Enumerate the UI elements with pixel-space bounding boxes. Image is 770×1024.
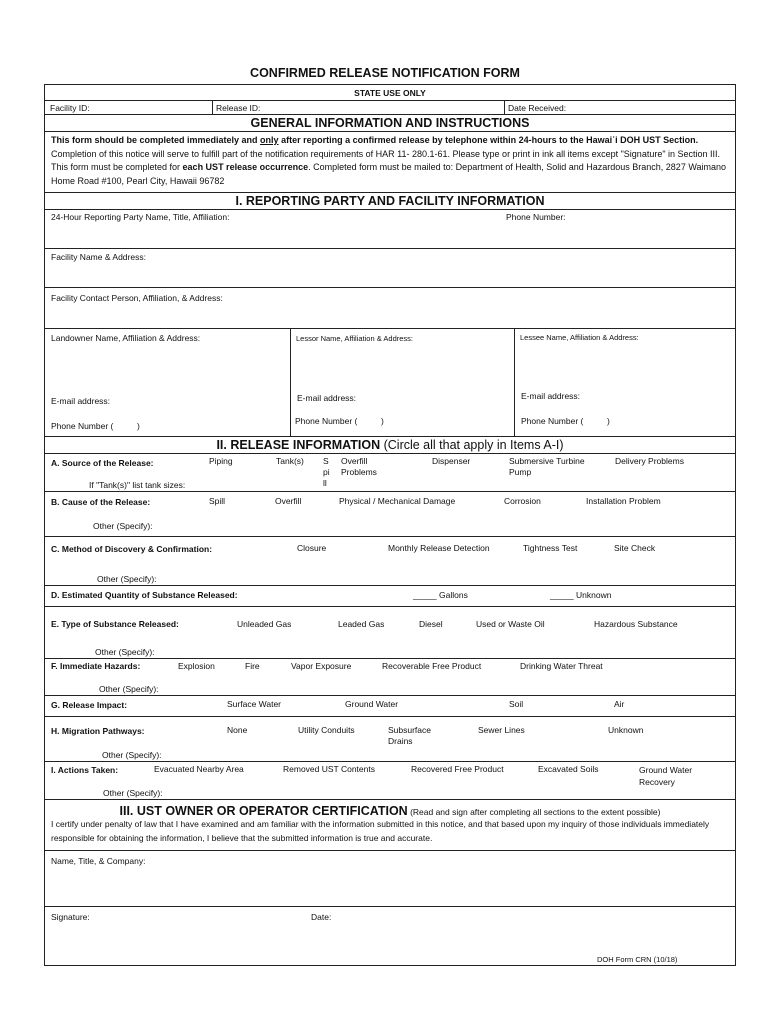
h-option-utility[interactable]: Utility Conduits	[298, 725, 355, 735]
lessor-phone[interactable]: Phone Number ( )	[295, 416, 384, 426]
h-option-sewer[interactable]: Sewer Lines	[478, 725, 525, 735]
g-option-ground[interactable]: Ground Water	[345, 699, 399, 709]
b-option-installation[interactable]: Installation Problem	[586, 496, 661, 506]
facility-name-field[interactable]: Facility Name & Address:	[51, 252, 146, 262]
lessee-field[interactable]: Lessee Name, Affiliation & Address:	[520, 333, 639, 342]
form-title: CONFIRMED RELEASE NOTIFICATION FORM	[250, 66, 520, 80]
c-other[interactable]: Other (Specify):	[97, 574, 157, 584]
g-option-air[interactable]: Air	[614, 699, 625, 709]
state-use-only: STATE USE ONLY	[354, 88, 426, 98]
a-label: A. Source of the Release:	[51, 458, 154, 468]
c-option-monthly[interactable]: Monthly Release Detection	[388, 543, 490, 553]
a-option-delivery-problems[interactable]: Delivery Problems	[615, 456, 684, 466]
h-option-subsurface[interactable]: Subsurface Drains	[388, 725, 431, 746]
d-label: D. Estimated Quantity of Substance Released:	[51, 590, 238, 600]
facility-id-label: Facility ID:	[50, 103, 90, 113]
c-option-site-check[interactable]: Site Check	[614, 543, 656, 553]
a-option-dispenser[interactable]: Dispenser	[432, 456, 471, 466]
general-heading: GENERAL INFORMATION AND INSTRUCTIONS	[250, 116, 530, 130]
g-option-surface[interactable]: Surface Water	[227, 699, 282, 709]
facility-contact-field[interactable]: Facility Contact Person, Affiliation, & Address:	[51, 293, 223, 303]
a-option-piping[interactable]: Piping	[209, 456, 233, 466]
section1-heading: I. REPORTING PARTY AND FACILITY INFORMATION	[235, 194, 545, 208]
name-title-field[interactable]: Name, Title, & Company:	[51, 856, 146, 866]
a-option-submersive-turbine-pump[interactable]: Submersive Turbine Pump	[509, 456, 585, 477]
f-option-free-product[interactable]: Recoverable Free Product	[382, 661, 482, 671]
d-unknown[interactable]: _____ Unknown	[550, 590, 612, 600]
g-option-soil[interactable]: Soil	[509, 699, 524, 709]
a-option-tanks[interactable]: Tank(s)	[276, 456, 304, 466]
a-option-spill[interactable]: S pi ll	[323, 456, 330, 488]
h-option-unknown[interactable]: Unknown	[608, 725, 644, 735]
h-other[interactable]: Other (Specify):	[102, 750, 162, 760]
i-option-evacuated[interactable]: Evacuated Nearby Area	[154, 764, 244, 774]
b-other[interactable]: Other (Specify):	[93, 521, 153, 531]
section3-heading: III. UST OWNER OR OPERATOR CERTIFICATION (Read and sign after completing all sections to the extent possible)	[119, 804, 661, 818]
h-label: H. Migration Pathways:	[51, 726, 145, 736]
b-option-spill[interactable]: Spill	[209, 496, 226, 506]
f-option-vapor[interactable]: Vapor Exposure	[291, 661, 352, 671]
date-received-label: Date Received:	[508, 103, 567, 113]
reporting-party-field[interactable]: 24-Hour Reporting Party Name, Title, Affiliation:	[51, 212, 230, 222]
lessor-email[interactable]: E-mail address:	[297, 393, 357, 403]
e-option-unleaded[interactable]: Unleaded Gas	[237, 619, 292, 629]
e-other[interactable]: Other (Specify):	[95, 647, 155, 657]
a-tank-sizes[interactable]: If "Tank(s)" list tank sizes:	[89, 480, 186, 490]
i-other[interactable]: Other (Specify):	[103, 788, 163, 798]
general-instructions: This form should be completed immediately and only after reporting a confirmed release by telephone within 24-hours to the Hawaiʿi DOH UST Section. Completion of this notice will serve to fulfill part of the notification requirements of HAR 11- 280.1-61. Please type or print in ink all items except "Signature" in Section III. This form must be completed for each UST release occurrence. Completed form must be mailed to: Department of Health, Solid and Hazardous Branch, 2827 Waimano Home Road #100, Pearl City, Hawaii 96782	[51, 135, 727, 186]
landowner-email[interactable]: E-mail address:	[51, 396, 111, 406]
i-option-removed[interactable]: Removed UST Contents	[283, 764, 375, 774]
c-label: C. Method of Discovery & Confirmation:	[51, 544, 213, 554]
d-gallons[interactable]: _____ Gallons	[413, 590, 468, 600]
i-option-excavated[interactable]: Excavated Soils	[538, 764, 599, 774]
reporting-phone-field[interactable]: Phone Number:	[506, 212, 566, 222]
form-id: DOH Form CRN (10/18)	[597, 955, 678, 964]
b-option-overfill[interactable]: Overfill	[275, 496, 302, 506]
a-option-overfill-problems[interactable]: Overfill Problems	[341, 456, 377, 477]
landowner-field[interactable]: Landowner Name, Affiliation & Address:	[51, 333, 201, 343]
release-id-label: Release ID:	[216, 103, 261, 113]
e-option-hazardous[interactable]: Hazardous Substance	[594, 619, 678, 629]
section2-heading: II. RELEASE INFORMATION (Circle all that apply in Items A-I)	[216, 438, 564, 452]
c-option-tightness[interactable]: Tightness Test	[523, 543, 578, 553]
landowner-phone[interactable]: Phone Number ( )	[51, 421, 140, 431]
e-label: E. Type of Substance Released:	[51, 619, 179, 629]
e-option-leaded[interactable]: Leaded Gas	[338, 619, 385, 629]
f-other[interactable]: Other (Specify):	[99, 684, 159, 694]
f-option-explosion[interactable]: Explosion	[178, 661, 215, 671]
f-option-fire[interactable]: Fire	[245, 661, 260, 671]
f-label: F. Immediate Hazards:	[51, 661, 141, 671]
signature-field[interactable]: Signature:	[51, 912, 90, 922]
i-option-ground-water-recovery[interactable]: Ground Water Recovery	[639, 765, 693, 787]
c-option-closure[interactable]: Closure	[297, 543, 327, 553]
b-option-corrosion[interactable]: Corrosion	[504, 496, 541, 506]
i-option-recovered[interactable]: Recovered Free Product	[411, 764, 504, 774]
lessor-field[interactable]: Lessor Name, Affiliation & Address:	[296, 334, 414, 343]
e-option-waste-oil[interactable]: Used or Waste Oil	[476, 619, 545, 629]
date-field[interactable]: Date:	[311, 912, 332, 922]
b-option-damage[interactable]: Physical / Mechanical Damage	[339, 496, 456, 506]
i-label: I. Actions Taken:	[51, 765, 119, 775]
h-option-none[interactable]: None	[227, 725, 248, 735]
lessee-phone[interactable]: Phone Number ( )	[521, 416, 610, 426]
g-label: G. Release Impact:	[51, 700, 128, 710]
certification-text: I certify under penalty of law that I have examined and am familiar with the information submitted in this notice, and that based upon my inquiry of those individuals immediately responsible for obtaining the information, I believe that the submitted information is true and accurate.	[51, 819, 710, 843]
f-option-drinking-water[interactable]: Drinking Water Threat	[520, 661, 603, 671]
lessee-email[interactable]: E-mail address:	[521, 391, 581, 401]
e-option-diesel[interactable]: Diesel	[419, 619, 443, 629]
b-label: B. Cause of the Release:	[51, 497, 151, 507]
